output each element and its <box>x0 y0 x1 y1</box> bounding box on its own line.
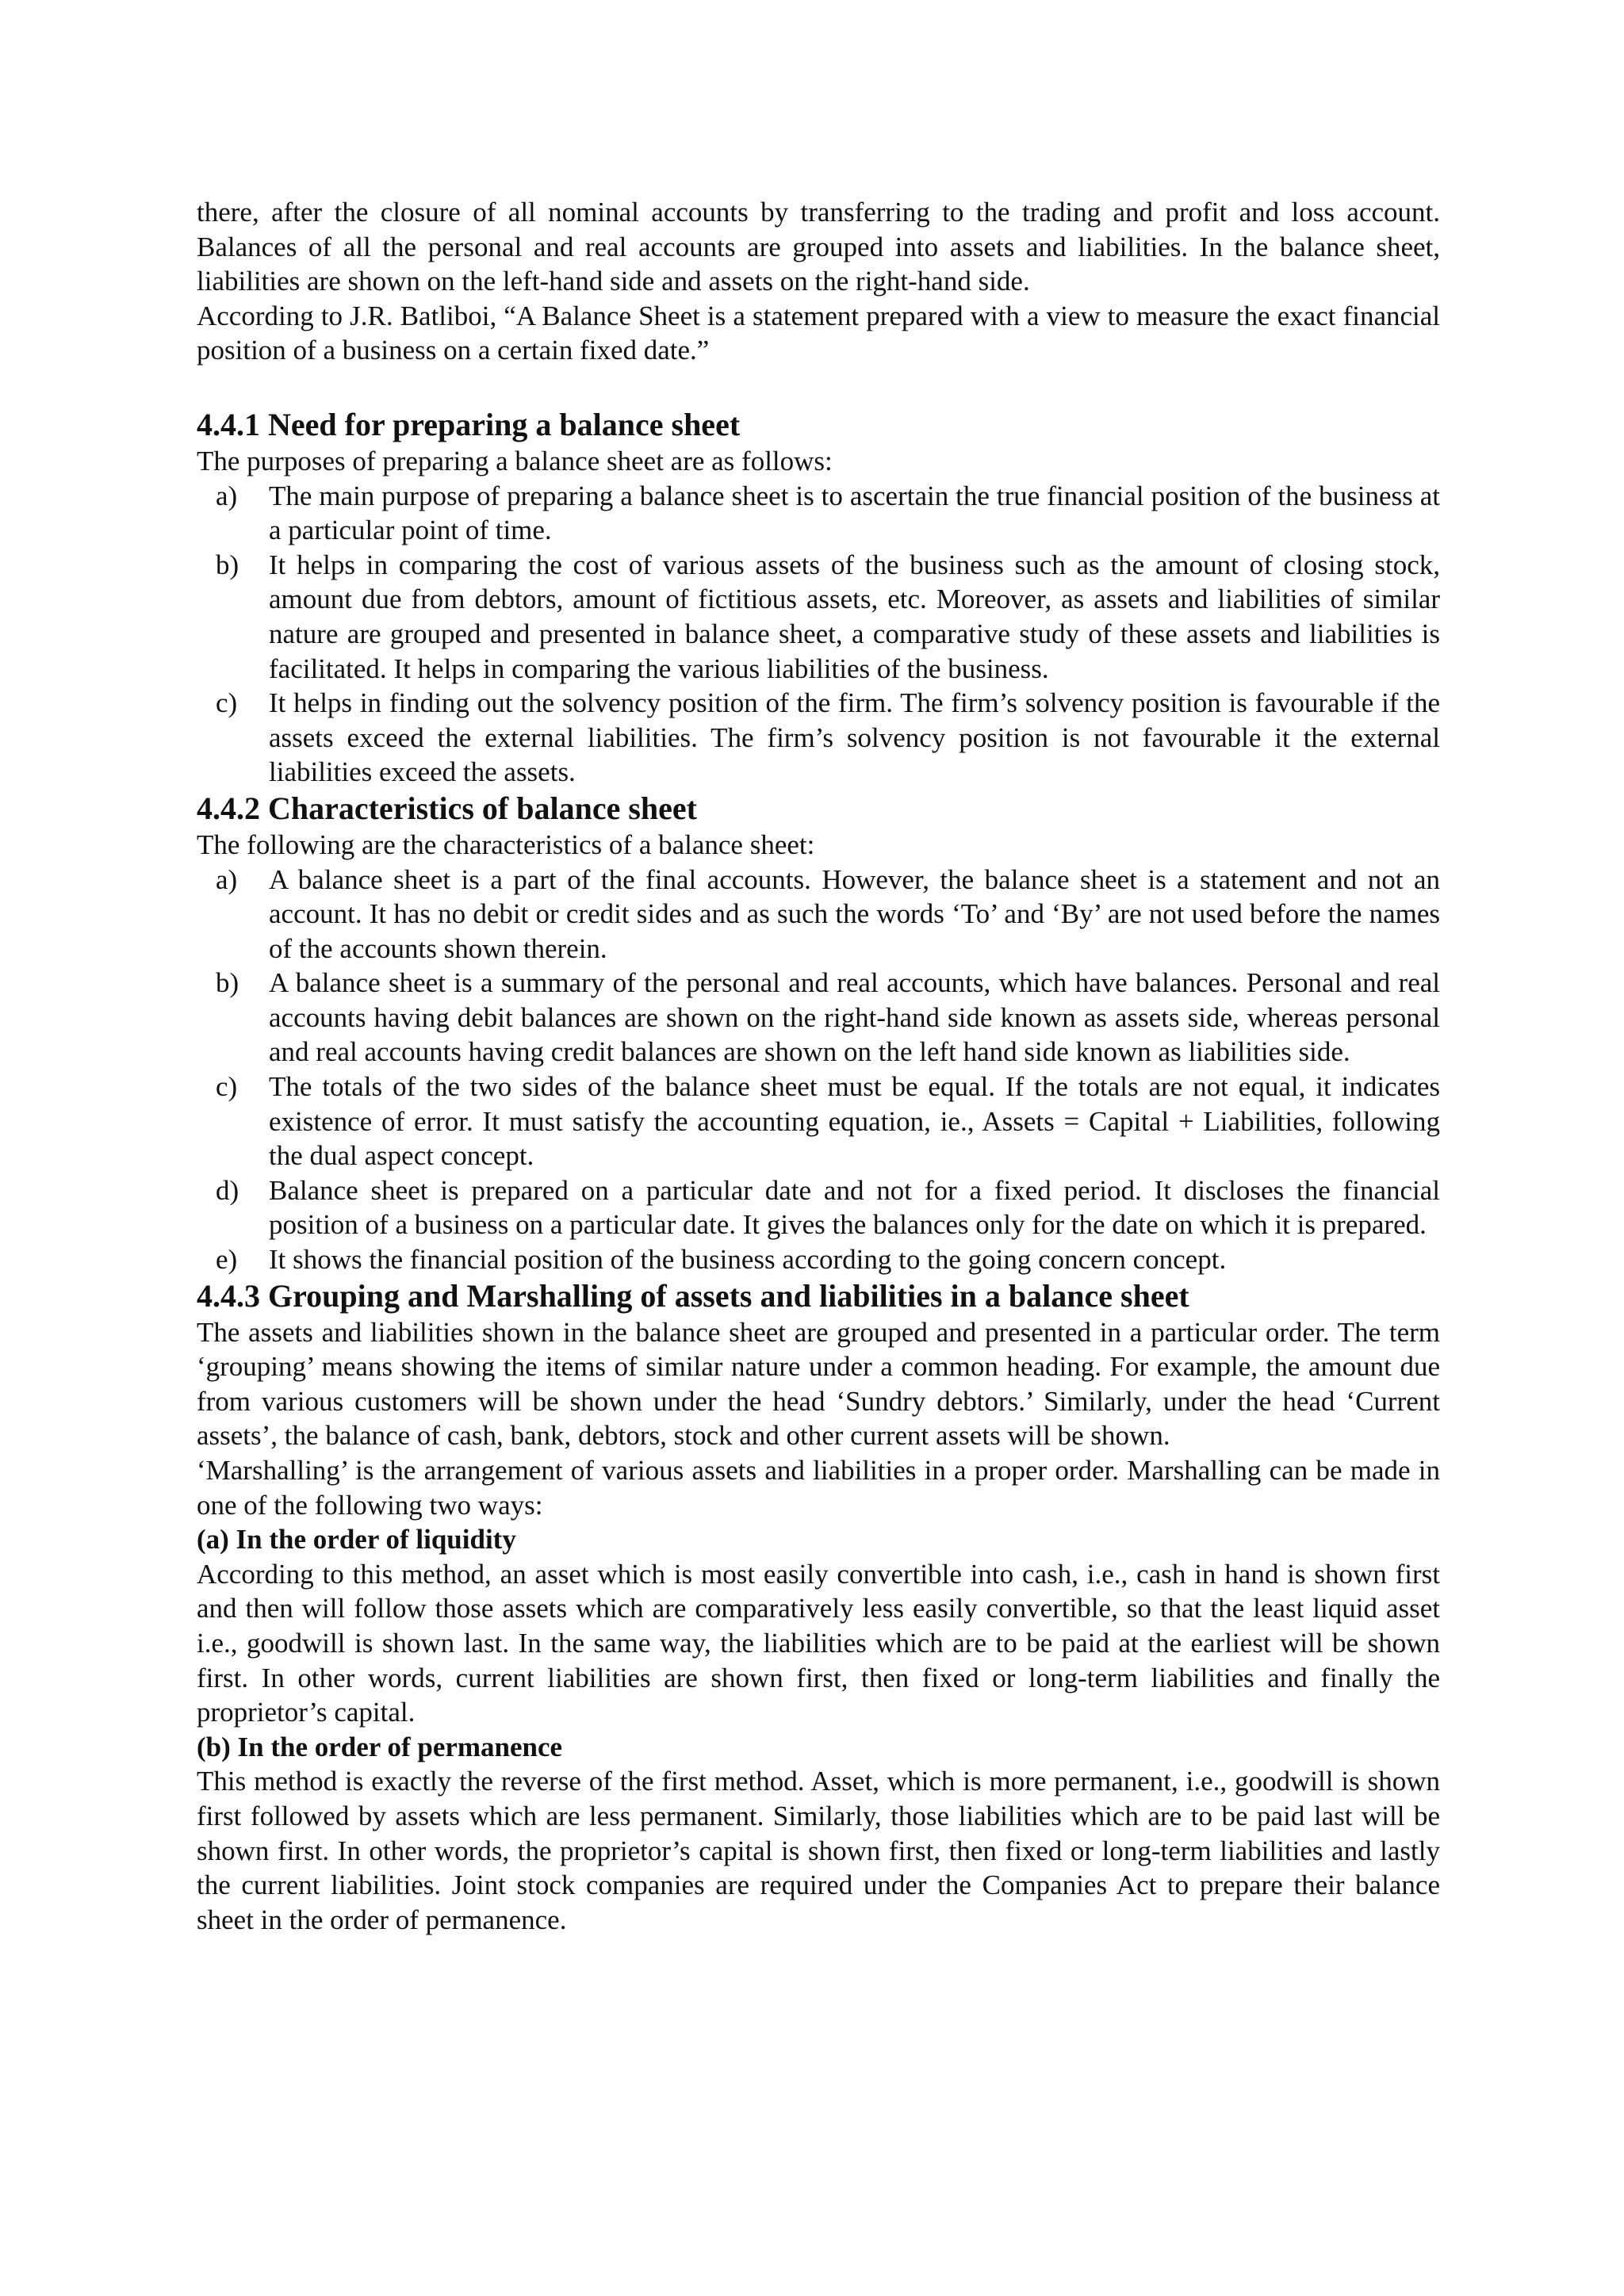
batliboi-quote: According to J.R. Batliboi, “A Balance Sheet is a statement prepared with a view to measure the exact financial position of a business on a certain fixed date.” <box>197 300 1440 366</box>
list-item <box>197 1242 1440 1277</box>
marshalling-paragraph: ‘Marshalling’ is the arrangement of various assets and liabilities in a proper order. Marshalling can be made in one of the following two ways: <box>197 1455 1440 1521</box>
list-item-text: A balance sheet is a part of the final accounts. However, the balance sheet is a statement and not an account. It has no debit or credit sides and as such the words ‘To’ and ‘By’ are not used before the names of the accounts shown therein. <box>269 863 1440 964</box>
intro-paragraph: there, after the closure of all nominal accounts by transferring to the trading and profit and loss account. Balances of all the personal and real accounts are grouped into assets and liabilities. In the balance sheet, liabilities are shown on the left-hand side and assets on the right-hand side. <box>197 197 1440 297</box>
list-marker: e) <box>216 1244 238 1276</box>
subheading-permanence: (b) In the order of permanence <box>197 1731 563 1762</box>
list-item <box>197 479 1440 548</box>
section-lead: The purposes of preparing a balance sheet are as follows: <box>197 445 833 476</box>
list-item <box>197 966 1440 1070</box>
section-heading-grouping: 4.4.3 Grouping and Marshalling of assets and liabilities in a balance sheet <box>197 1277 1189 1314</box>
list-item-text: It helps in finding out the solvency position of the firm. The firm’s solvency position is favourable if the assets exceed the external liabilities. The firm’s solvency position is not favourable it the external liabilities exceed the assets. <box>269 687 1440 788</box>
list-item-text: The main purpose of preparing a balance sheet is to ascertain the true financial position of the business at a particular point of time. <box>269 480 1440 546</box>
list-marker: c) <box>216 1071 238 1103</box>
section-heading-characteristics: 4.4.2 Characteristics of balance sheet <box>197 790 697 826</box>
list-marker: d) <box>216 1174 239 1206</box>
list-item-text: The totals of the two sides of the balance sheet must be equal. If the totals are not equal, it indicates existence of error. It must satisfy the accounting equation, ie., Assets = Capital + Liabilities, following the dual aspect concept. <box>269 1071 1440 1172</box>
list-item <box>197 548 1440 686</box>
list-marker: c) <box>216 687 238 719</box>
purposes-list <box>197 479 1440 790</box>
list-marker: a) <box>216 863 238 895</box>
section-lead: The following are the characteristics of a balance sheet: <box>197 828 815 860</box>
list-item <box>197 1173 1440 1242</box>
grouping-paragraph: The assets and liabilities shown in the balance sheet are grouped and presented in a particular order. The term ‘grouping’ means showing the items of similar nature under a common heading. For example, the amount due from various customers will be shown under the head ‘Sundry debtors.’ Similarly, under the head ‘Current assets’, the balance of cash, bank, debtors, stock and other current assets will be shown. <box>197 1316 1440 1452</box>
list-item-text: It helps in comparing the cost of various assets of the business such as the amount of closing stock, amount due from debtors, amount of fictitious assets, etc. Moreover, as assets and liabilities of similar nature are grouped and presented in balance sheet, a comparative study of these assets and liabilities is facilitated. It helps in comparing the various liabilities of the business. <box>269 549 1440 684</box>
list-item <box>197 686 1440 790</box>
section-heading-need: 4.4.1 Need for preparing a balance sheet <box>197 406 741 442</box>
liquidity-paragraph: According to this method, an asset which is most easily convertible into cash, i.e., cash in hand is shown first and then will follow those assets which are comparatively less easily convertible, so that the least liquid asset i.e., goodwill is shown last. In the same way, the liabilities which are to be paid at the earliest will be shown first. In other words, current liabilities are shown first, then fixed or long-term liabilities and finally the proprietor’s capital. <box>197 1558 1440 1728</box>
list-marker: b) <box>216 549 239 580</box>
list-marker: b) <box>216 967 239 999</box>
list-item-text: Balance sheet is prepared on a particular date and not for a fixed period. It discloses the financial position of a business on a particular date. It gives the balances only for the date on which it is prepared. <box>269 1174 1440 1241</box>
list-item-text: A balance sheet is a summary of the personal and real accounts, which have balances. Personal and real accounts having debit balances are shown on the right-hand side known as assets side, whereas personal and real accounts having credit balances are shown on the left hand side known as liabilities side. <box>269 967 1440 1068</box>
spacer <box>197 368 1440 406</box>
list-item <box>197 1070 1440 1173</box>
list-marker: a) <box>216 480 238 511</box>
characteristics-list <box>197 863 1440 1277</box>
list-item <box>197 863 1440 966</box>
subheading-liquidity: (a) In the order of liquidity <box>197 1524 516 1556</box>
permanence-paragraph: This method is exactly the reverse of the first method. Asset, which is more permanent, i.e., goodwill is shown first followed by assets which are less permanent. Similarly, those liabilities which are to be paid last will be shown first. In other words, the proprietor’s capital is shown first, then fixed or long-term liabilities and lastly the current liabilities. Joint stock companies are required under the Companies Act to prepare their balance sheet in the order of permanence. <box>197 1766 1440 1935</box>
list-item-text: It shows the financial position of the business according to the going concern concept. <box>269 1244 1227 1276</box>
document-page <box>197 195 1440 1937</box>
